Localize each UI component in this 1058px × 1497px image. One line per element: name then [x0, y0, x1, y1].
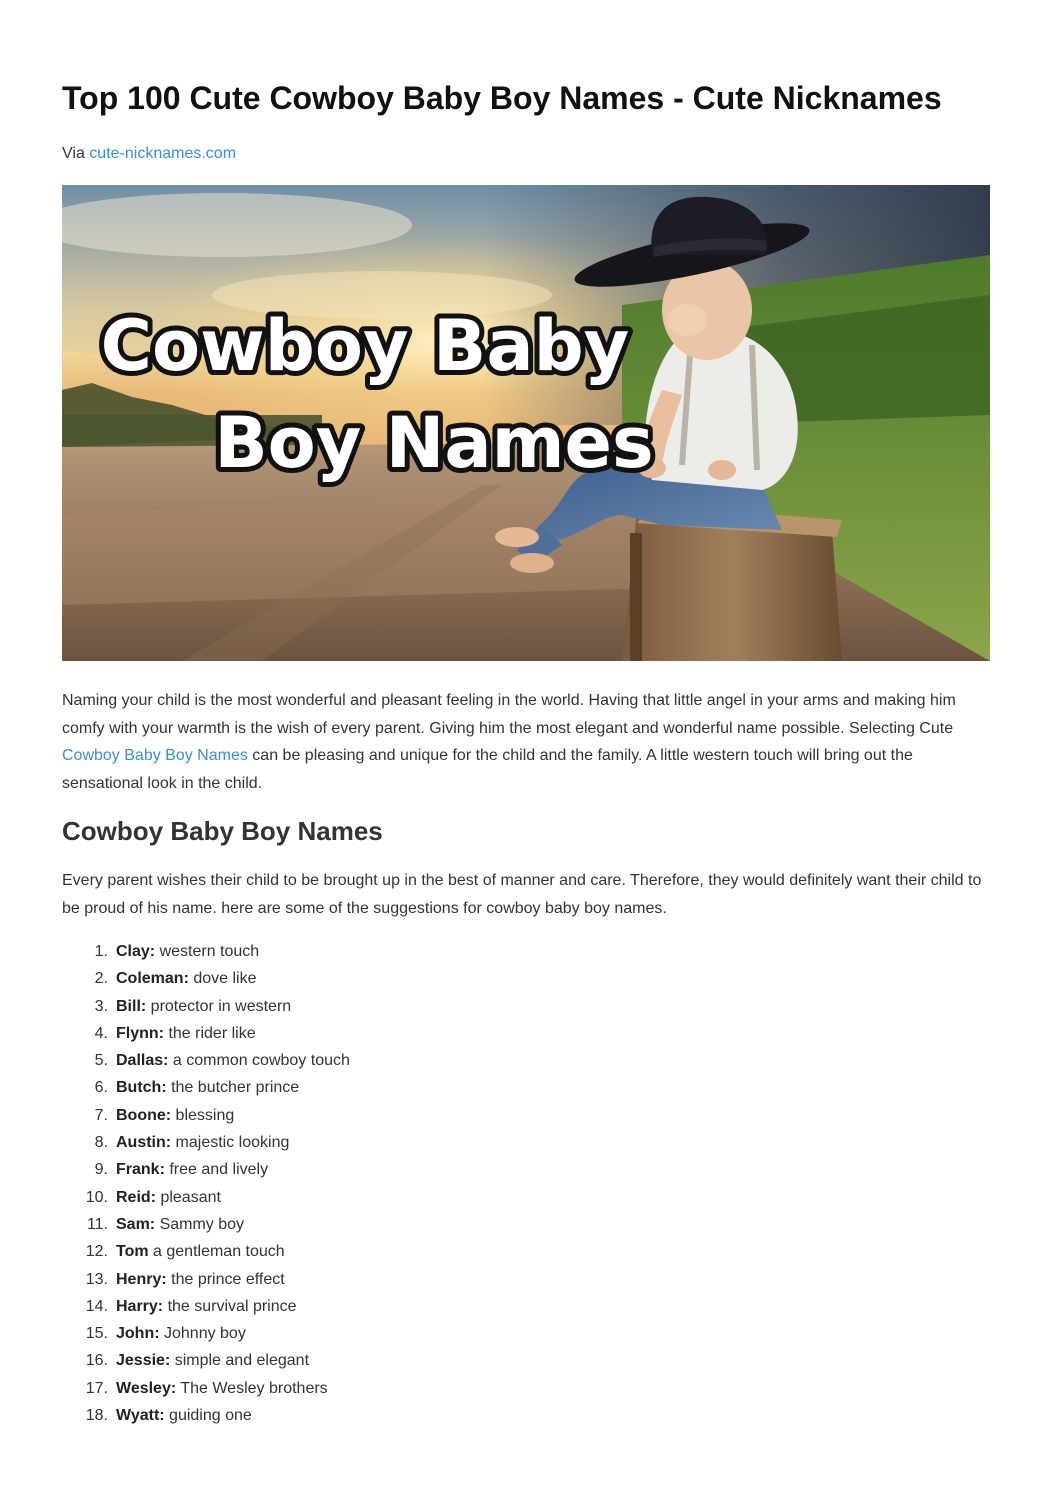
list-item-meaning: dove like — [188, 970, 257, 988]
list-item-number: 13. — [85, 1270, 108, 1288]
list-item-name: Wyatt: — [116, 1407, 165, 1425]
list-item-number: 12. — [85, 1243, 108, 1261]
list-item-meaning: majestic looking — [171, 1134, 290, 1152]
list-item-number: 17. — [85, 1379, 108, 1397]
list-item-number: 16. — [85, 1352, 108, 1370]
list-item-name: Harry: — [116, 1297, 164, 1315]
list-item-name: Tom — [116, 1243, 149, 1261]
list-item-meaning: a gentleman touch — [148, 1243, 285, 1261]
list-item-number: 2. — [94, 970, 108, 988]
list-item-number: 4. — [94, 1024, 108, 1042]
list-item-number: 8. — [94, 1134, 108, 1152]
list-item-number: 7. — [94, 1106, 108, 1124]
list-item — [62, 1266, 350, 1293]
intro-link[interactable]: Cowboy Baby Boy Names — [62, 747, 248, 764]
list-item-name: Henry: — [116, 1270, 167, 1288]
list-item — [62, 1320, 350, 1347]
list-item-name: Bill: — [116, 997, 147, 1015]
list-item-name: John: — [116, 1325, 160, 1343]
hero-image — [62, 185, 990, 661]
list-item — [62, 1375, 350, 1402]
list-item-name: Butch: — [116, 1079, 167, 1097]
list-item-number: 1. — [94, 943, 108, 960]
list-item-name: Jessie: — [116, 1352, 171, 1370]
list-item — [62, 1211, 350, 1238]
section-heading: Cowboy Baby Boy Names — [62, 816, 383, 846]
list-item-name: Coleman: — [116, 970, 189, 988]
list-item-number: 11. — [86, 1215, 108, 1233]
list-item — [62, 1402, 350, 1429]
list-item-meaning: the butcher prince — [166, 1079, 300, 1097]
list-item-number: 3. — [94, 997, 108, 1015]
list-item-meaning: simple and elegant — [170, 1352, 310, 1370]
list-item-name: Austin: — [116, 1134, 172, 1152]
list-item-name: Sam: — [116, 1215, 156, 1233]
source-link[interactable]: cute-nicknames.com — [89, 145, 237, 162]
list-item-meaning: guiding one — [164, 1407, 252, 1425]
via-label: Via — [62, 145, 85, 162]
list-item — [62, 1156, 350, 1183]
list-item-meaning: The Wesley brothers — [176, 1379, 328, 1397]
list-item-meaning: Johnny boy — [159, 1325, 246, 1343]
list-item-meaning: the prince effect — [166, 1270, 285, 1288]
list-item-name: Frank: — [116, 1161, 165, 1179]
list-item-meaning: free and lively — [164, 1161, 269, 1179]
list-item — [62, 993, 350, 1020]
list-item-meaning: the rider like — [164, 1024, 256, 1042]
list-item-meaning: western touch — [155, 943, 260, 960]
list-item — [62, 938, 350, 965]
intro-paragraph — [62, 687, 990, 797]
list-item — [62, 1184, 350, 1211]
list-item-meaning: pleasant — [156, 1188, 221, 1206]
list-item-name: Dallas: — [116, 1052, 169, 1070]
list-item — [62, 965, 350, 992]
list-item-meaning: blessing — [171, 1106, 235, 1124]
section-paragraph: Every parent wishes their child to be brought up in the best of manner and care. Therefore, they would definitely want their child to be proud of his name. here are some of the suggestions for cowboy baby boy names. — [62, 872, 982, 917]
list-item — [62, 1293, 350, 1320]
page-title: Top 100 Cute Cowboy Baby Boy Names - Cute Nicknames — [62, 80, 942, 116]
list-item-name: Reid: — [116, 1188, 156, 1206]
list-item-number: 15. — [85, 1325, 108, 1343]
list-item — [62, 1238, 350, 1265]
overlay-line-2: Boy Names — [214, 402, 654, 484]
list-item-name: Clay: — [116, 943, 156, 960]
source-line — [62, 143, 236, 165]
intro-text-1: Naming your child is the most wonderful and pleasant feeling in the world. Having that little angel in your arms and making him comfy with your warmth is the wish of every parent. Giving him the most elegant and wonderful name possible. Selecting Cute — [62, 692, 956, 737]
names-list — [62, 938, 350, 1429]
list-item-number: 18. — [85, 1407, 108, 1425]
list-item-number: 10. — [85, 1188, 108, 1206]
list-item-number: 9. — [94, 1161, 108, 1179]
list-item-name: Wesley: — [116, 1379, 177, 1397]
overlay-line-1: Cowboy Baby — [100, 305, 630, 387]
list-item-meaning: Sammy boy — [155, 1215, 245, 1233]
list-item-name: Flynn: — [116, 1024, 164, 1042]
list-item — [62, 1102, 350, 1129]
list-item-number: 14. — [85, 1297, 108, 1315]
list-item — [62, 1047, 350, 1074]
list-item-meaning: protector in western — [146, 997, 292, 1015]
list-item-number: 5. — [94, 1052, 108, 1070]
list-item — [62, 1129, 350, 1156]
list-item — [62, 1074, 350, 1101]
list-item-meaning: a common cowboy touch — [168, 1052, 350, 1070]
list-item-number: 6. — [94, 1079, 108, 1097]
list-item — [62, 1020, 350, 1047]
list-item — [62, 1347, 350, 1374]
intro-text-2: can be pleasing and unique for the child and the family. A little western touch will bring out the sensational look in the child. — [62, 747, 913, 792]
list-item-name: Boone: — [116, 1106, 172, 1124]
list-item-meaning: the survival prince — [163, 1297, 297, 1315]
